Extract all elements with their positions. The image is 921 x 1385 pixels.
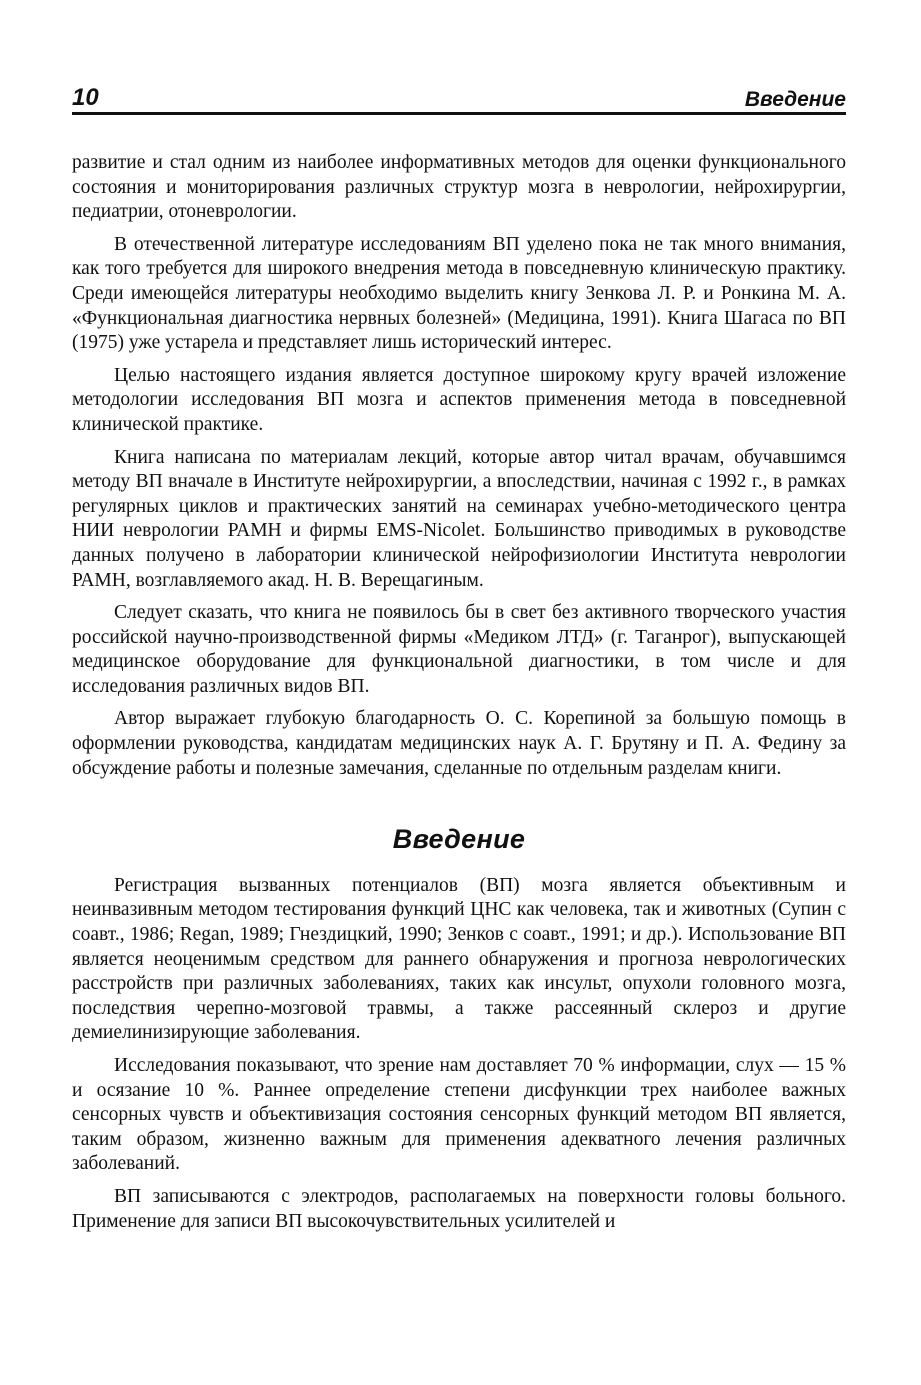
paragraph: Следует сказать, что книга не появилось бы в свет без активного творческого участия российской научно-производственной фирмы «Медиком ЛТД» (г. Таганрог), выпускающей медицинское оборудование для функциональной диагностики, в том числе и для исследования различных видов ВП. xyxy=(72,602,846,697)
paragraph: В отечественной литературе исследованиям ВП уделено пока не так много внимания, как того требуется для широкого внедрения метода в повседневную клиническую практику. Среди имеющейся литературы необходимо выделить книгу Зенкова Л. Р. и Ронкина М. А. «Функциональная диагностика нервных болезней» (Медицина, 1991). Книга Шагаса по ВП (1975) уже устарела и представляет лишь исторический интерес. xyxy=(72,233,846,354)
running-header xyxy=(72,82,846,115)
section-heading: Введение xyxy=(392,824,526,855)
paragraph: Целью настоящего издания является доступное широкому кругу врачей изложение методологии исследования ВП мозга и аспектов применения метода в повседневной клинической практике. xyxy=(72,364,846,435)
paragraph: Регистрация вызванных потенциалов (ВП) мозга является объективным и неинвазивным методом тестирования функций ЦНС как человека, так и животных (Супин с соавт., 1986; Regan, 1989; Гнездицкий, 1990; Зенков с соавт., 1991; и др.). Использование ВП является неоценимым средством для раннего обнаружения и прогноза неврологических расстройств при различных заболеваниях, таких как инсульт, опухоли головного мозга, последствия черепно-мозговой травмы, а также рассеянный склероз и другие демиелинизирующие заболевания. xyxy=(72,874,846,1044)
paragraph: Книга написана по материалам лекций, которые автор читал врачам, обучавшимся методу ВП вначале в Институте нейрохирургии, а впоследствии, начиная с 1992 г., в рамках регулярных циклов и практических занятий на семинарах учебно-методического центра НИИ неврологии РАМН и фирмы EMS-Nicolet. Большинство приводимых в руководстве данных получено в лаборатории клинической нейрофизиологии Института неврологии РАМН, возглавляемого акад. Н. В. Верещагиным. xyxy=(72,446,846,591)
body-text xyxy=(72,151,846,1234)
paragraph: ВП записываются с электродов, располагаемых на поверхности головы больного. Применение для записи ВП высокочувствительных усилителей и xyxy=(72,1185,846,1232)
book-page xyxy=(72,82,846,1242)
running-title: Введение xyxy=(744,88,846,111)
page-number: 10 xyxy=(72,84,99,111)
paragraph: Исследования показывают, что зрение нам доставляет 70 % информации, слух — 15 % и осязание 10 %. Раннее определение степени дисфункции трех наиболее важных сенсорных чувств и объективизация состояния сенсорных функций методом ВП является, таким образом, жизненно важным для применения адекватного лечения различных заболеваний. xyxy=(72,1055,846,1175)
paragraph: Автор выражает глубокую благодарность О. С. Корепиной за большую помощь в оформлении руководства, кандидатам медицинских наук А. Г. Брутяну и П. А. Федину за обсуждение работы и полезные замечания, сделанные по отдельным разделам книги. xyxy=(72,708,846,779)
paragraph: развитие и стал одним из наиболее информативных методов для оценки функционального состояния и мониторирования различных структур мозга в неврологии, нейрохирургии, педиатрии, отоневрологии. xyxy=(72,152,846,223)
